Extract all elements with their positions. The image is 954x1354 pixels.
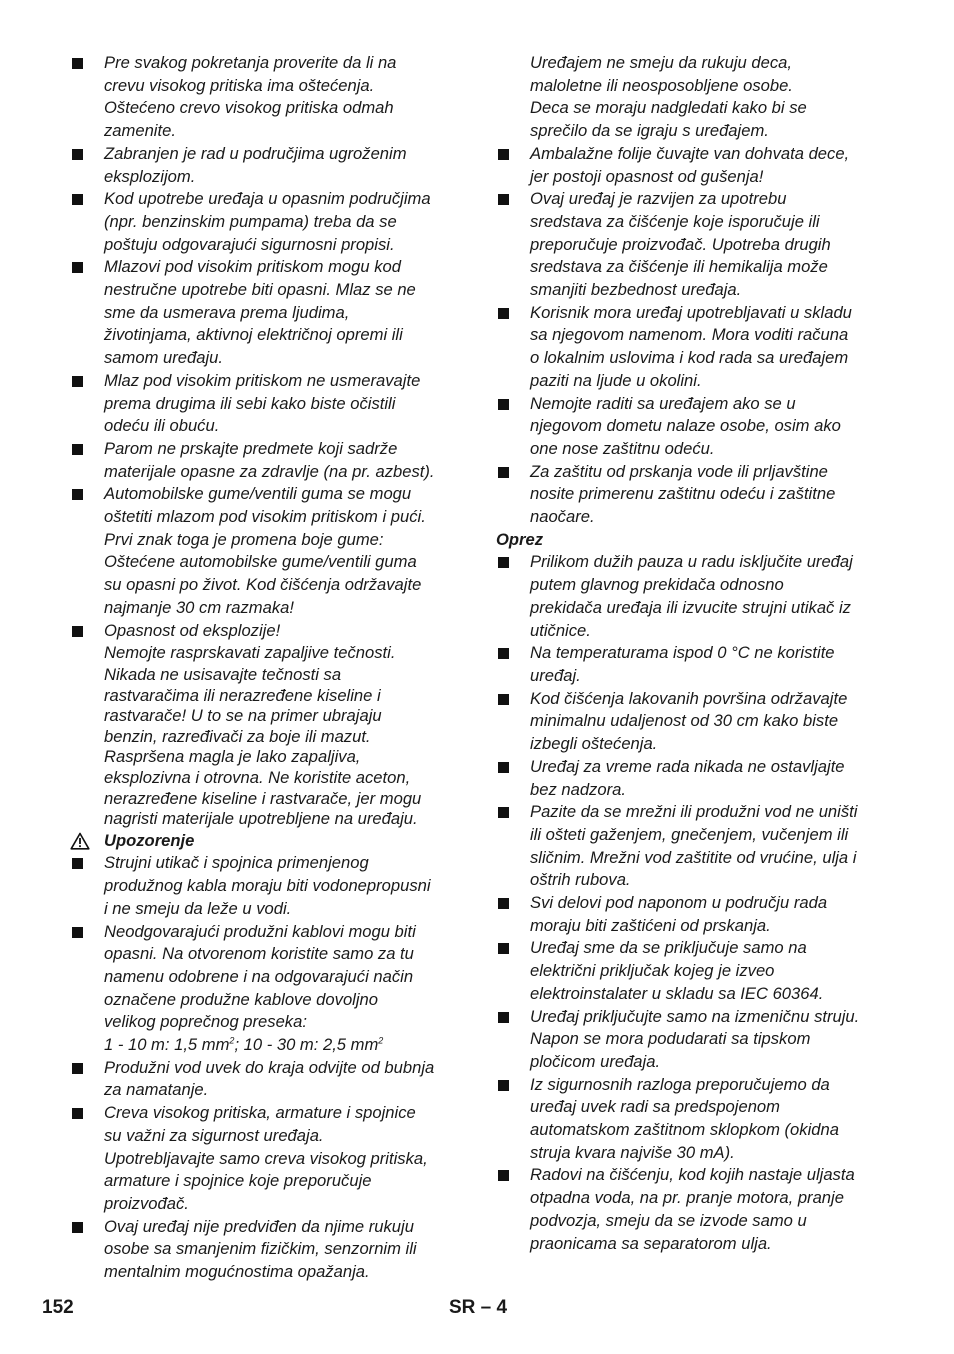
list-item: Korisnik mora uređaj upotrebljavati u skladu sa njegovom namenom. Mora voditi računa o lokalnim uslovima i kod rada sa uređajem paziti na ljude u okolini.: [496, 302, 888, 393]
bullet-icon: [72, 1063, 83, 1074]
bullet-icon: [498, 194, 509, 205]
left-column: [70, 52, 462, 1284]
bullet-icon: [498, 399, 509, 410]
section-label: SR – 4: [449, 1297, 508, 1318]
bullet-icon: [498, 648, 509, 659]
bullet-icon: [498, 1012, 509, 1023]
list-item: Automobilske gume/ventili guma se mogu oštetiti mlazom pod visokim pritiskom i pući. Prvi znak toga je promena boje gume: Oštećene automobilske gume/ventili guma su opasni po život. Kod čišćenja održavajte najmanje 30 cm razmaka!: [70, 483, 462, 619]
bullet-icon: [72, 149, 83, 160]
list-item: Ovaj uređaj nije predviđen da njime rukuju osobe sa smanjenim fizičkim, senzornim ili mentalnim mogućnostima opažanja.: [70, 1216, 462, 1284]
bullet-icon: [498, 308, 509, 319]
bullet-icon: [72, 58, 83, 69]
list-item: Mlaz pod visokim pritiskom ne usmeravajte prema drugima ili sebi kako biste očistili odeću ili obuću.: [70, 370, 462, 438]
bullet-icon: [498, 557, 509, 568]
list-item: Strujni utikač i spojnica primenjenog produžnog kabla moraju biti vodonepropusni i ne smeju da leže u vodi.: [70, 852, 462, 920]
bullet-icon: [72, 858, 83, 869]
bullet-icon: [72, 489, 83, 500]
bullet-icon: [72, 444, 83, 455]
list-item: Na temperaturama ispod 0 °C ne koristite uređaj.: [496, 642, 888, 687]
bullet-icon: [498, 898, 509, 909]
page-number: 152: [42, 1297, 74, 1318]
bullet-icon: [72, 1222, 83, 1233]
list-item: Uređaj sme da se priključuje samo na električni priključak kojeg je izveo elektroinstalater u skladu sa IEC 60364.: [496, 937, 888, 1005]
list-item: Parom ne prskajte predmete koji sadrže materijale opasne za zdravlje (na pr. azbest).: [70, 438, 462, 483]
right-column: [496, 52, 888, 1255]
list-item: Svi delovi pod naponom u području rada moraju biti zaštićeni od prskanja.: [496, 892, 888, 937]
bullet-icon: [498, 762, 509, 773]
list-item: Prilikom dužih pauza u radu isključite uređaj putem glavnog prekidača odnosno prekidača uređaja ili izvucite strujni utikač iz utičnice.: [496, 551, 888, 642]
list-item: Radovi na čišćenju, kod kojih nastaje uljasta otpadna voda, na pr. pranje motora, pranje podvozja, smeju da se izvode samo u praonicama sa separatorom ulja.: [496, 1164, 888, 1255]
list-item: Creva visokog pritiska, armature i spojnice su važni za sigurnost uređaja. Upotrebljavajte samo creva visokog pritiska, armature i spojnice koje preporučuje proizvođač.: [70, 1102, 462, 1216]
bullet-icon: [72, 1108, 83, 1119]
list-item: Ambalažne folije čuvajte van dohvata dece, jer postoji opasnost od gušenja!: [496, 143, 888, 188]
list-item-continuation: Nikada ne usisavajte tečnosti sa rastvaračima ili nerazređene kiseline i rastvarače! U to se na primer ubrajaju benzin, razređivači za boje ili mazut. Raspršena magla je lako zapaljiva, eksplozivna i otrovna. Ne koristite aceton, nerazređene kiseline i rastvarače, jer mogu nagristi materijale upotrebljene na uređaju.: [104, 664, 422, 829]
warning-heading: Upozorenje: [70, 830, 462, 853]
bullet-icon: [498, 943, 509, 954]
list-item: Produžni vod uvek do kraja odvijte od bubnja za namatanje.: [70, 1057, 462, 1102]
bullet-icon: [498, 694, 509, 705]
list-item: Ovaj uređaj je razvijen za upotrebu sredstava za čišćenje koje isporučuje ili preporučuje proizvođač. Upotreba drugih sredstava za čišćenje ili hemikalija može smanjiti bezbednost uređaja.: [496, 188, 888, 302]
list-item: Iz sigurnosnih razloga preporučujemo da uređaj uvek radi sa predspojenom automatskom zaštitnom sklopkom (okidna struja kvara najviše 30 mA).: [496, 1074, 888, 1165]
bullet-icon: [72, 927, 83, 938]
bullet-icon: [498, 807, 509, 818]
list-item: Kod upotrebe uređaja u opasnim područjima (npr. benzinskim pumpama) treba da se poštuju odgovarajući sigurnosni propisi.: [70, 188, 462, 256]
list-item: Zabranjen je rad u područjima ugroženim eksplozijom.: [70, 143, 462, 188]
list-item: Uređaj priključujte samo na izmeničnu struju. Napon se mora podudarati sa tipskom pločicom uređaja.: [496, 1006, 888, 1074]
list-item: Opasnost od eksplozije! Nemojte rasprskavati zapaljive tečnosti.: [70, 620, 462, 665]
bullet-icon: [72, 376, 83, 387]
list-item: Pazite da se mrežni ili produžni vod ne uništi ili ošteti gaženjem, gnečenjem, vučenjem ili sličnim. Mrežni vod zaštitite od vrućine, ulja i oštrih rubova.: [496, 801, 888, 892]
list-item: Pre svakog pokretanja proverite da li na crevu visokog pritiska ima oštećenja. Oštećeno crevo visokog pritiska odmah zamenite.: [70, 52, 462, 143]
list-item-continuation: Uređajem ne smeju da rukuju deca, maloletne ili neosposobljene osobe. Deca se moraju nadgledati kako bi se sprečilo da se igraju s uređajem.: [530, 53, 807, 141]
warning-triangle-icon: [70, 832, 90, 850]
bullet-icon: [498, 1080, 509, 1091]
list-item: Kod čišćenja lakovanih površina održavajte minimalnu udaljenost od 30 cm kako biste izbegli oštećenja.: [496, 688, 888, 756]
bullet-icon: [498, 467, 509, 478]
caution-heading: Oprez: [496, 529, 544, 549]
list-item: Nemojte raditi sa uređajem ako se u njegovom dometu nalaze osobe, osim ako one nose zaštitnu odeću.: [496, 393, 888, 461]
list-item: Mlazovi pod visokim pritiskom mogu kod nestručne upotrebe biti opasni. Mlaz se ne sme da usmerava prema ljudima, životinjama, aktivnoj električnoj opremi ili samom uređaju.: [70, 256, 462, 370]
list-item: Neodgovarajući produžni kablovi mogu biti opasni. Na otvorenom koristite samo za tu namenu odobrene i na odgovarajući način označene produžne kablove dovoljno velikog poprečnog preseka:: [70, 921, 462, 1035]
cable-spec: 1 - 10 m: 1,5 $mm^2$; 10 - 30 m: 2,5 $mm^2$: [104, 1035, 384, 1055]
bullet-icon: [498, 1170, 509, 1181]
list-item: Za zaštitu od prskanja vode ili prljavštine nosite primerenu zaštitnu odeću i zaštitne naočare.: [496, 461, 888, 529]
bullet-icon: [72, 262, 83, 273]
bullet-icon: [72, 626, 83, 637]
list-item: Uređaj za vreme rada nikada ne ostavljajte bez nadzora.: [496, 756, 888, 801]
bullet-icon: [72, 194, 83, 205]
bullet-icon: [498, 149, 509, 160]
